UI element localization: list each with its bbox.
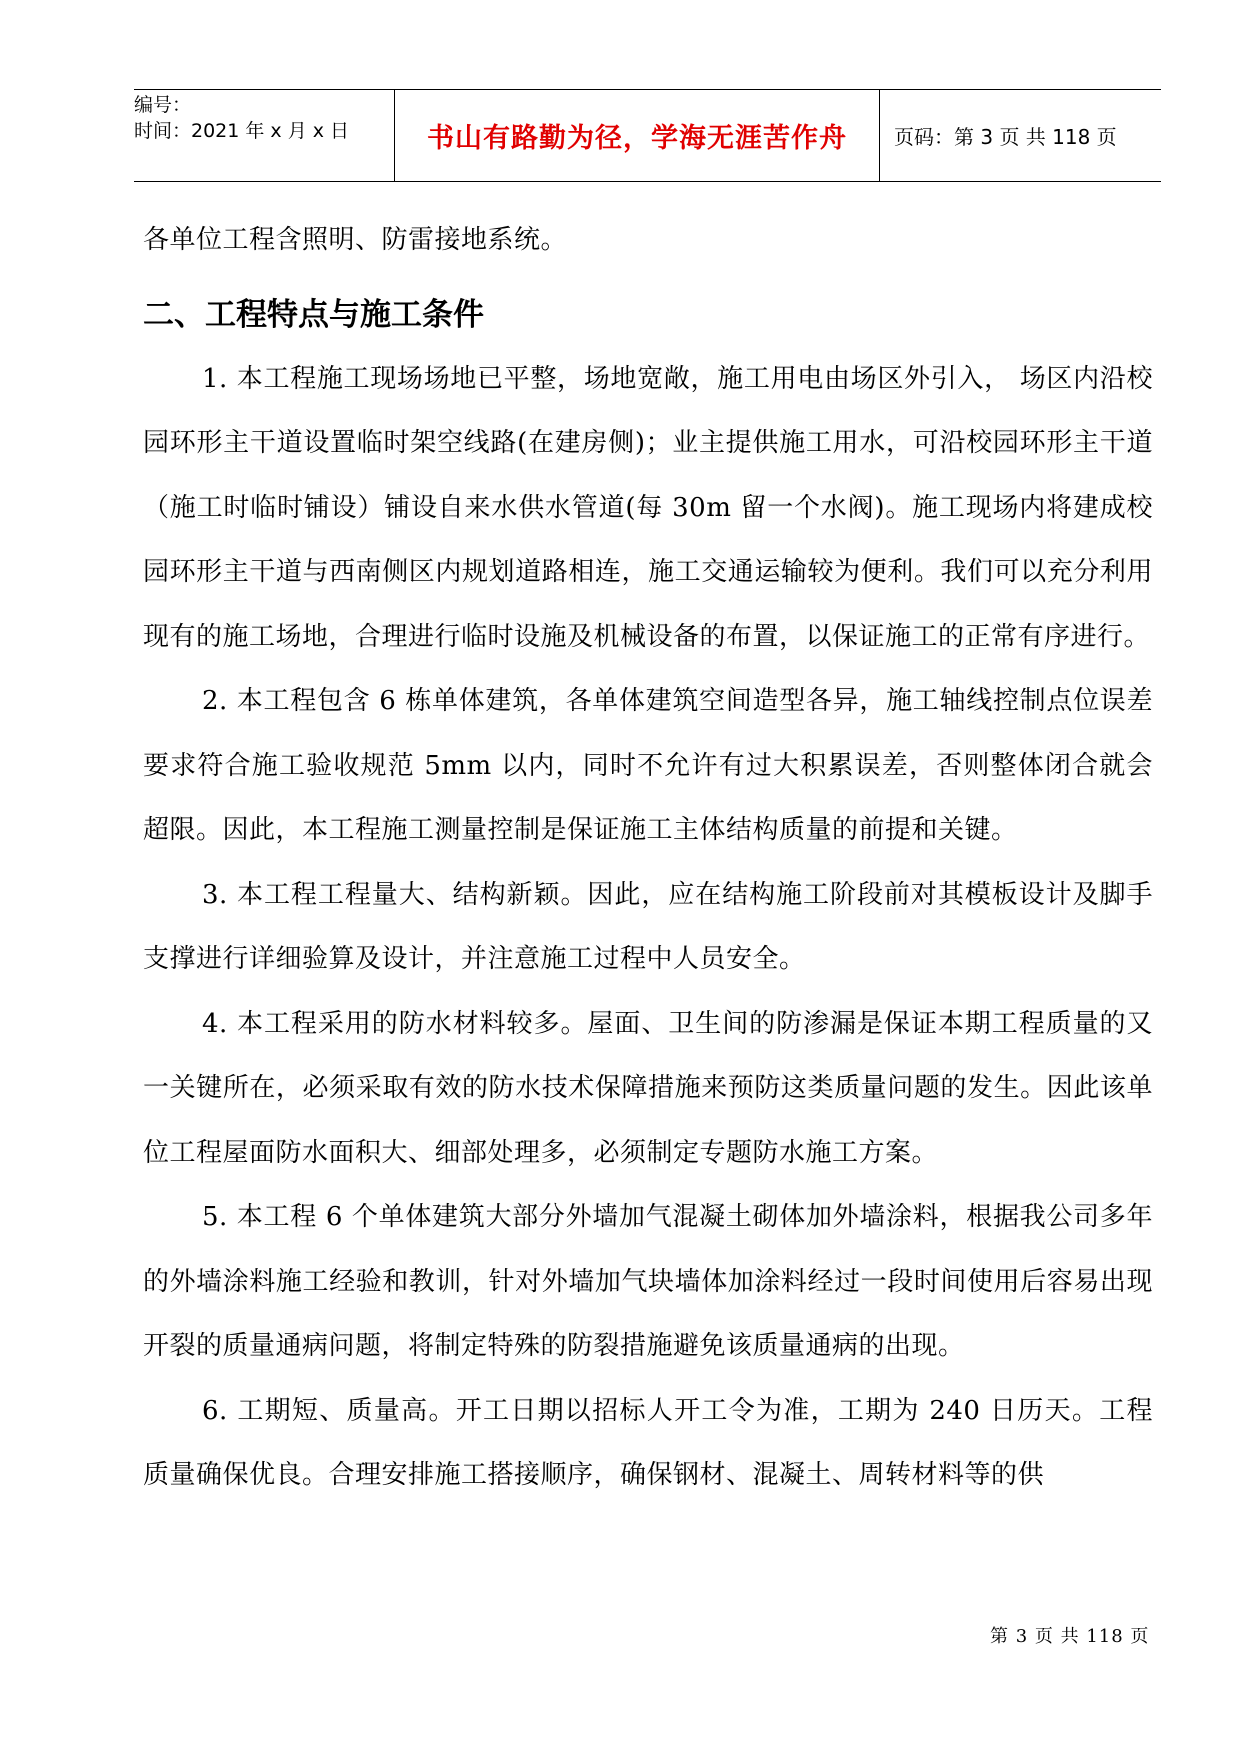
header-motto-cell (394, 90, 880, 181)
time-label: 时间：2021 年 x 月 x 日 (134, 120, 350, 142)
paragraph-4: 4. 本工程采用的防水材料较多。屋面、卫生间的防渗漏是保证本期工程质量的又一关键所在，必须采取有效的防水技术保障措施来预防这类质量问题的发生。因此该单位工程屋面防水面积大、细部处理多，必须制定专题防水施工方案。 (143, 1008, 1153, 1168)
paragraph-5: 5. 本工程 6 个单体建筑大部分外墙加气混凝土砌体加外墙涂料，根据我公司多年的外墙涂料施工经验和教训，针对外墙加气块墙体加涂料经过一段时间使用后容易出现开裂的质量通病问题，将制定特殊的防裂措施避免该质量通病的出现。 (143, 1202, 1153, 1361)
paragraph-1: 1. 本工程施工现场场地已平整，场地宽敞，施工用电由场区外引入， 场区内沿校园环形主干道设置临时架空线路(在建房侧)；业主提供施工用水，可沿校园环形主干道（施工时临时铺设）铺设自来水供水管道(每 30m 留一个水阀)。施工现场内将建成校园环形主干道与西南侧区内规划道路相连，施工交通运输较为便利。我们可以充分利用现有的施工场地，合理进行临时设施及机械设备的布置，以保证施工的正常有序进行。 (143, 363, 1153, 652)
page-label: 页码：第 3 页 共 118 页 (894, 125, 1117, 149)
header-motto: 书山有路勤为径，学海无涯苦作舟 (427, 123, 847, 154)
paragraph-2: 2. 本工程包含 6 栋单体建筑，各单体建筑空间造型各异，施工轴线控制点位误差要求符合施工验收规范 5mm 以内，同时不允许有过大积累误差，否则整体闭合就会超限。因此，本工程施工测量控制是保证施工主体结构质量的前提和关键。 (143, 686, 1153, 845)
header-page-cell (880, 90, 1161, 181)
section-heading: 二、工程特点与施工条件 (143, 296, 484, 333)
document-body (143, 208, 1153, 1508)
document-header (134, 89, 1161, 182)
number-label: 编号： (134, 94, 192, 116)
page-footer: 第 3 页 共 118 页 (990, 1626, 1150, 1647)
paragraph-3: 3. 本工程工程量大、结构新颖。因此，应在结构施工阶段前对其模板设计及脚手支撑进行详细验算及设计，并注意施工过程中人员安全。 (143, 879, 1153, 974)
paragraph-6: 6. 工期短、质量高。开工日期以招标人开工令为准，工期为 240 日历天。工程质量确保优良。合理安排施工搭接顺序，确保钢材、混凝土、周转材料等的供 (143, 1395, 1153, 1490)
intro-paragraph: 各单位工程含照明、防雷接地系统。 (143, 225, 568, 255)
header-meta (134, 90, 394, 181)
